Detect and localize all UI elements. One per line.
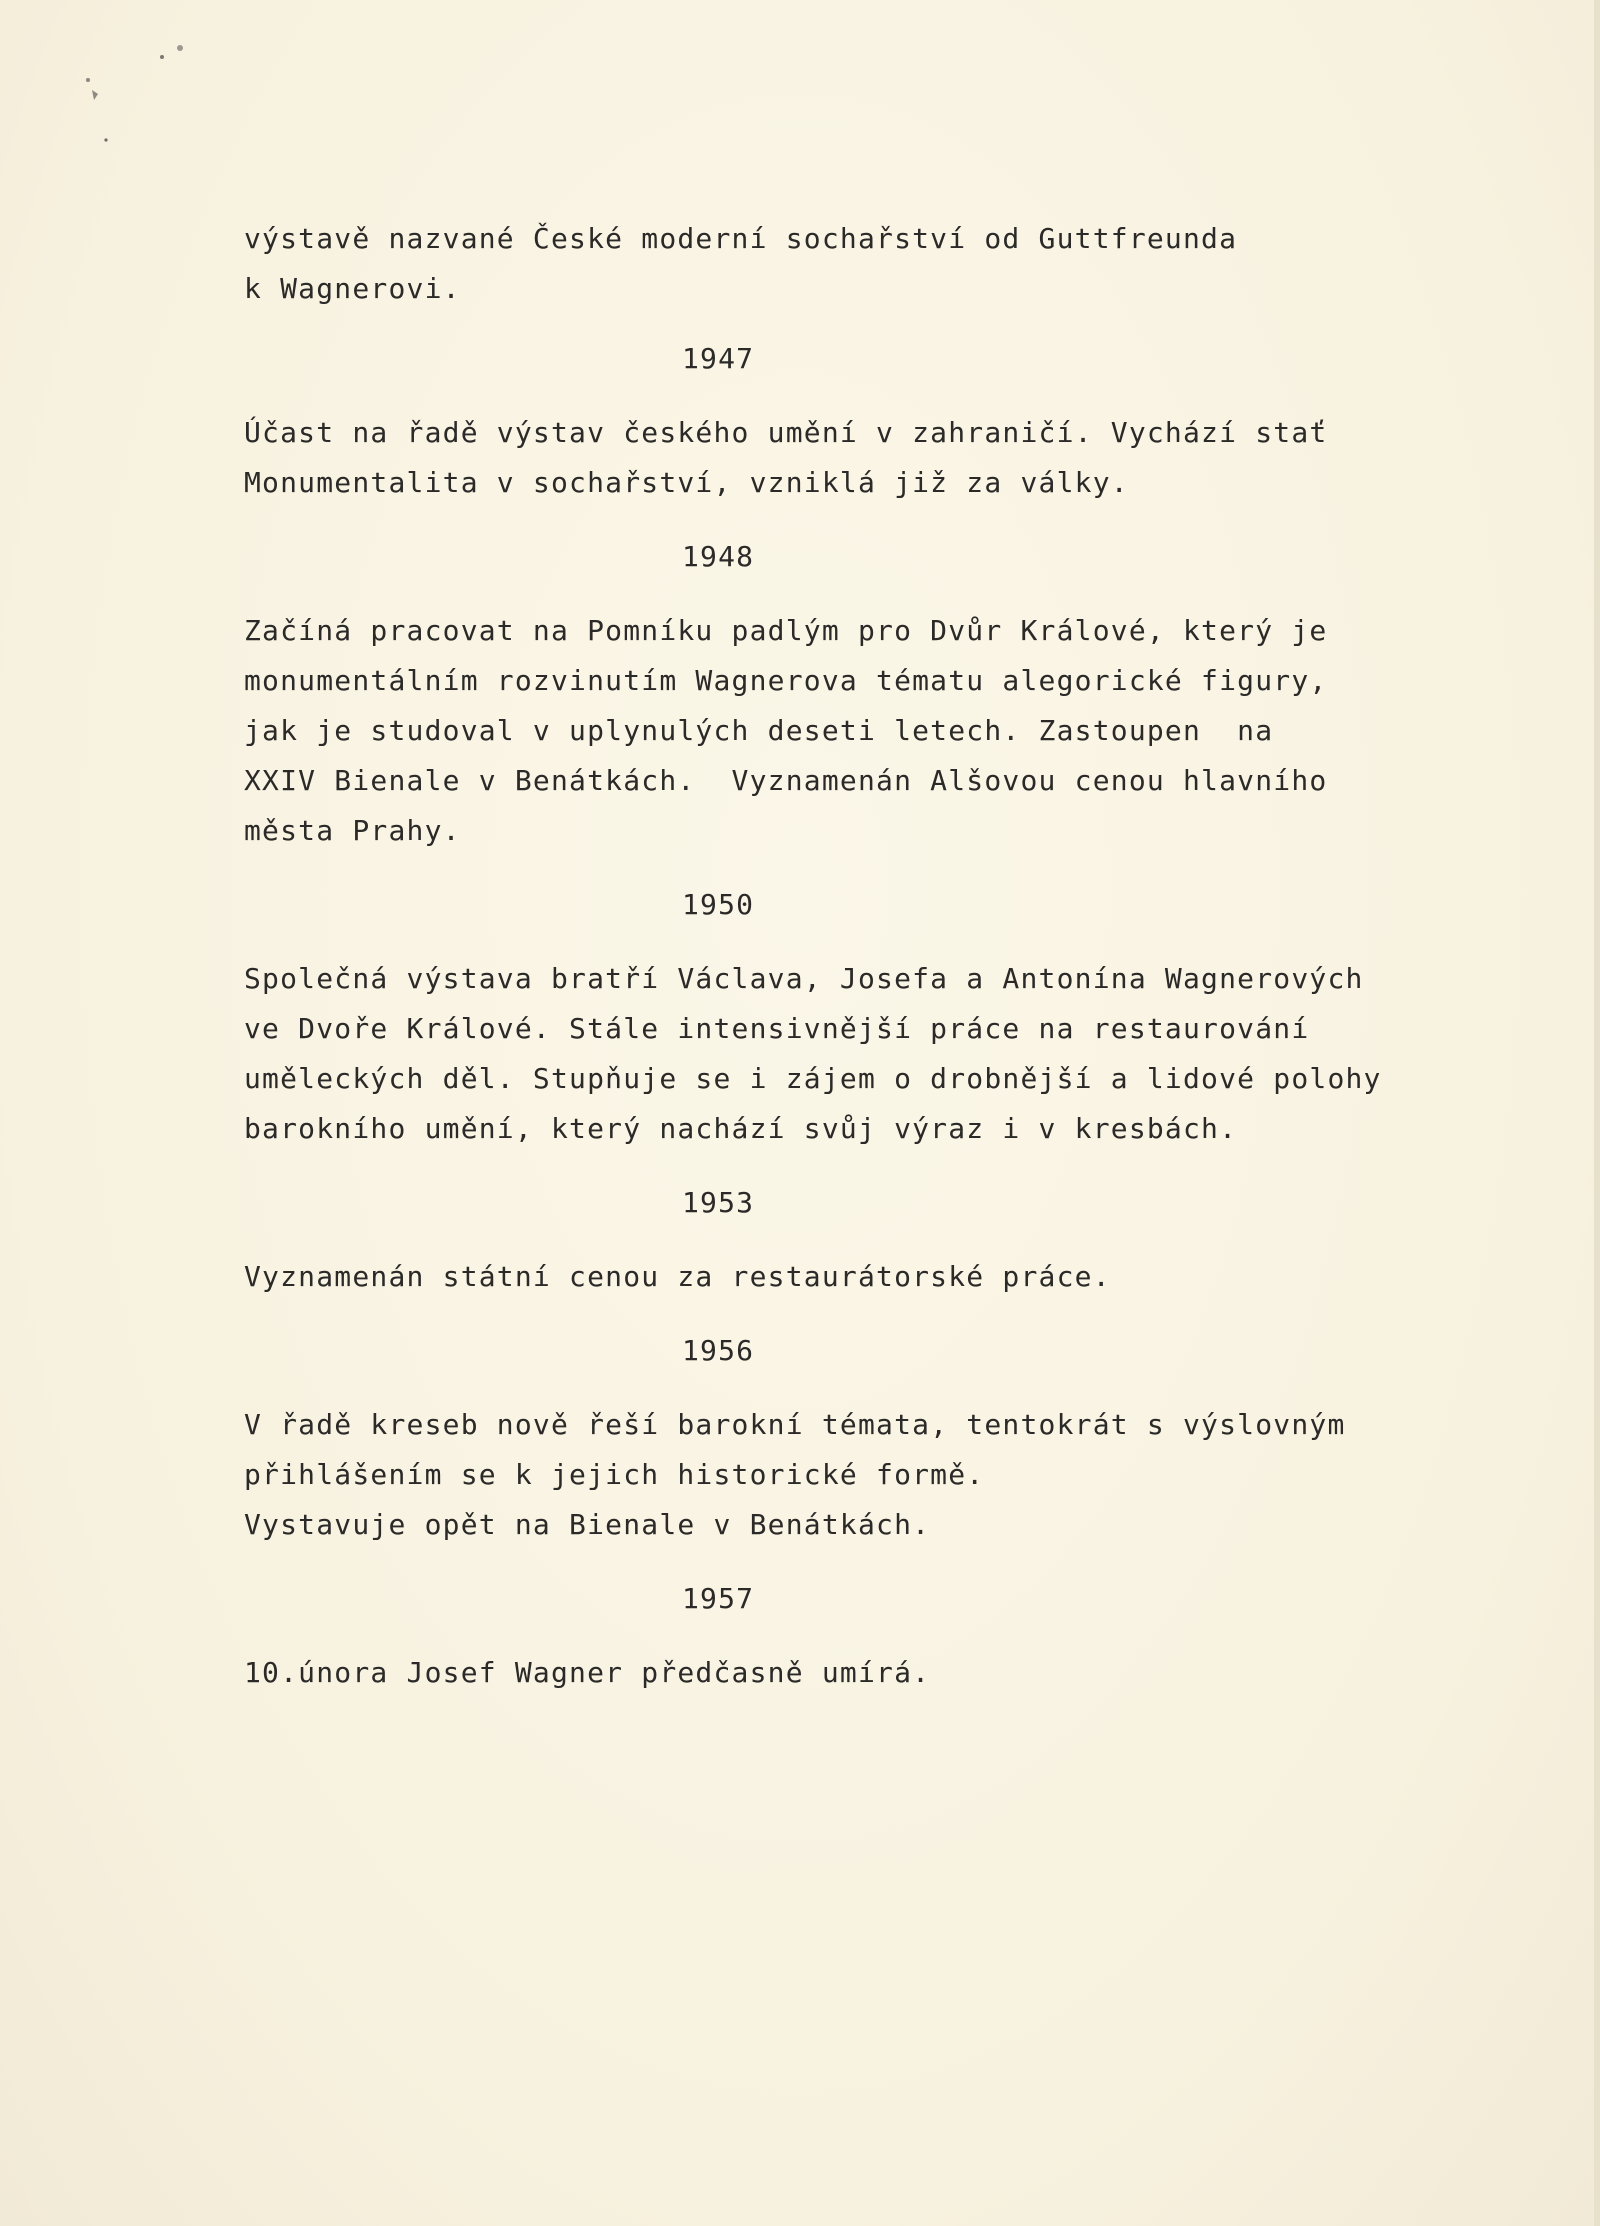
entry-1947: [244, 334, 1544, 508]
text-line: ve Dvoře Králové. Stále intensivnější práce na restaurování: [244, 1012, 1310, 1045]
year-heading: 1953: [682, 1186, 755, 1219]
paper-specks: [80, 40, 220, 200]
text-line: Vyznamenán státní cenou za restaurátorské práce.: [244, 1260, 1111, 1293]
entry-1948: [244, 532, 1544, 856]
entry-intro: [244, 214, 1544, 314]
text-line: XXIV Bienale v Benátkách. Vyznamenán Alšovou cenou hlavního: [244, 764, 1328, 797]
year-heading: 1950: [682, 888, 755, 921]
year-heading: 1957: [682, 1582, 755, 1615]
year-heading: 1956: [682, 1334, 755, 1367]
chronology-text: [244, 214, 1544, 1698]
text-line: 10.února Josef Wagner předčasně umírá.: [244, 1656, 931, 1689]
text-line: Monumentalita v sochařství, vzniklá již za války.: [244, 466, 1129, 499]
year-heading: 1948: [682, 540, 755, 573]
text-line: města Prahy.: [244, 814, 461, 847]
text-line: výstavě nazvané České moderní sochařství od Guttfreunda: [244, 222, 1238, 255]
text-line: Vystavuje opět na Bienale v Benátkách.: [244, 1508, 931, 1541]
text-line: jak je studoval v uplynulých deseti letech. Zastoupen na: [244, 714, 1274, 747]
entry-1956: [244, 1326, 1544, 1550]
text-line: uměleckých děl. Stupňuje se i zájem o drobnější a lidové polohy: [244, 1062, 1382, 1095]
entry-1950: [244, 880, 1544, 1154]
year-heading: 1947: [682, 342, 755, 375]
text-line: monumentálním rozvinutím Wagnerova tématu alegorické figury,: [244, 664, 1328, 697]
entry-1957: [244, 1574, 1544, 1698]
text-line: Účast na řadě výstav českého umění v zahraničí. Vychází stať: [244, 416, 1328, 449]
text-line: k Wagnerovi.: [244, 272, 461, 305]
text-line: barokního umění, který nachází svůj výraz i v kresbách.: [244, 1112, 1238, 1145]
text-line: Společná výstava bratří Václava, Josefa a Antonína Wagnerových: [244, 962, 1364, 995]
text-line: V řadě kreseb nově řeší barokní témata, tentokrát s výslovným: [244, 1408, 1346, 1441]
text-line: Začíná pracovat na Pomníku padlým pro Dvůr Králové, který je: [244, 614, 1328, 647]
text-line: přihlášením se k jejich historické formě.: [244, 1458, 985, 1491]
page-edge: [1594, 0, 1600, 2226]
entry-1953: [244, 1178, 1544, 1302]
